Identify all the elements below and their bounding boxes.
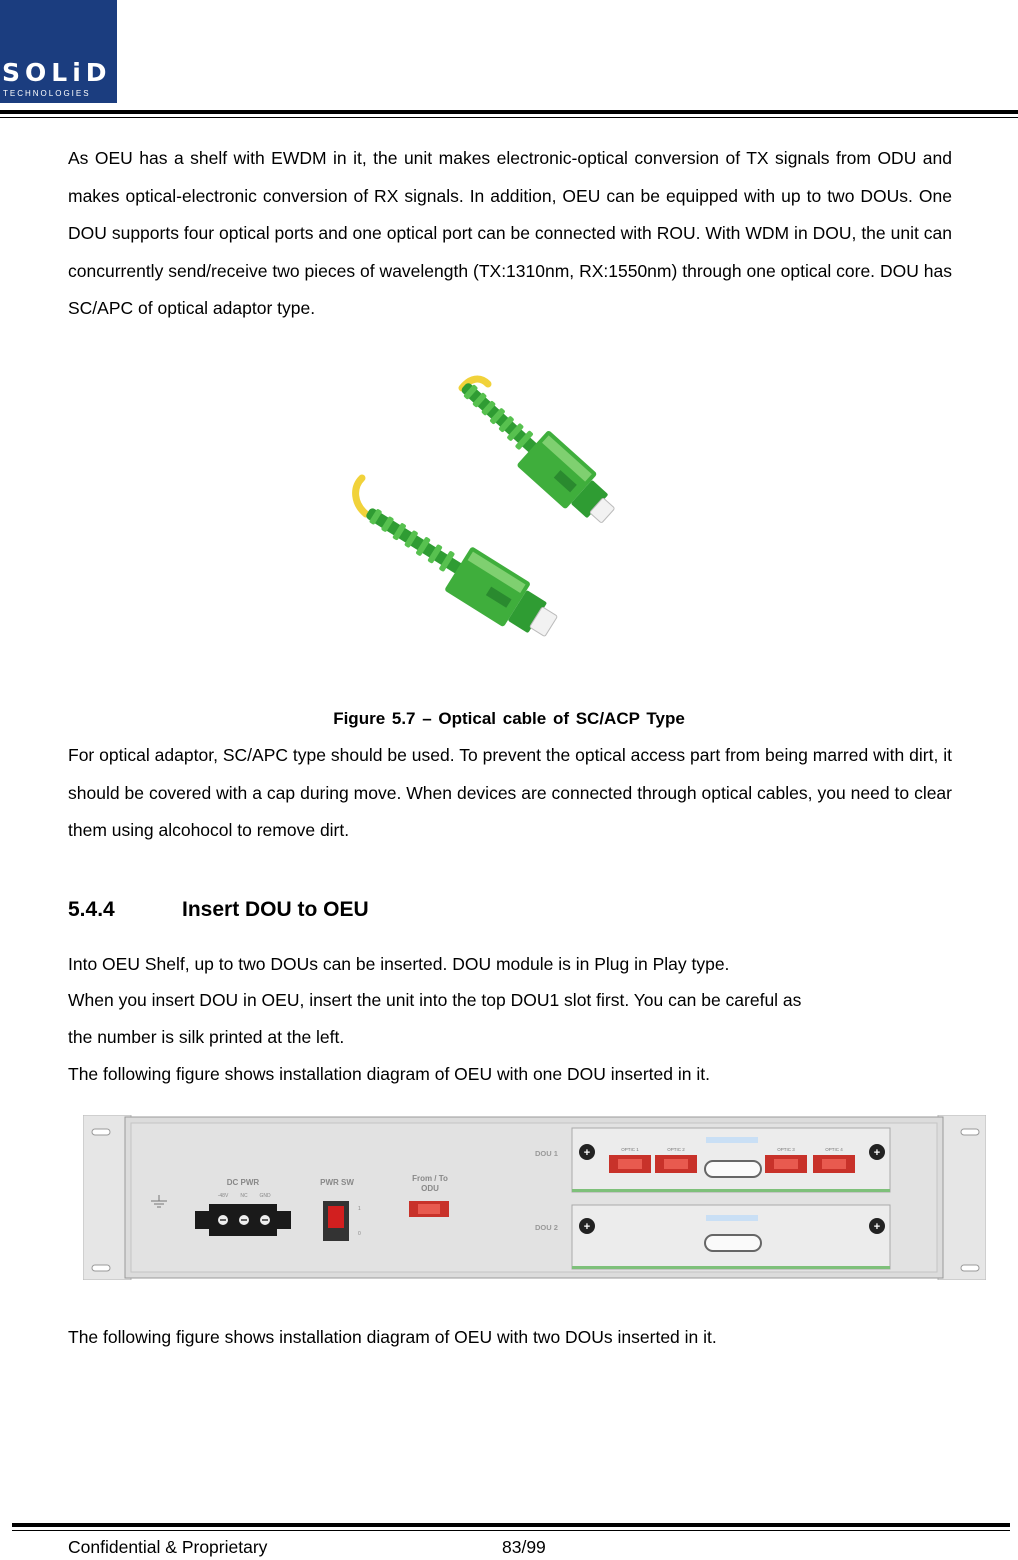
header-rule-thick [0, 110, 1018, 114]
pwr-sw-label: PWR SW [320, 1178, 354, 1187]
optic-label-1: OPTIC 1 [621, 1147, 639, 1152]
intro-paragraph: As OEU has a shelf with EWDM in it, the unit makes electronic-optical conversion of TX signals from ODU and makes optical-electronic conversion of RX signals. In addition, OEU can be equipped with up to two DOUs. One DOU supports four optical ports and one optical port can be connected with ROU. With WDM in DOU, the unit can concurrently send/receive two pieces of wavelength (TX:1310nm, RX:1550nm) through one optical core. DOU has SC/APC of optical adaptor type. [68, 148, 952, 319]
insert-line-2: When you insert DOU in OEU, insert the unit into the top DOU1 slot first. You can be careful as [68, 990, 802, 1010]
company-logo [0, 0, 117, 103]
section-heading [68, 898, 369, 922]
odu-label: ODU [421, 1184, 439, 1193]
footer-rule-thin [12, 1530, 1010, 1531]
insert-line-4: The following figure shows installation diagram of OEU with one DOU inserted in it. [68, 1064, 710, 1084]
footer-page-number: 83/99 [502, 1537, 546, 1557]
dou2-label: DOU 2 [535, 1223, 558, 1232]
switch-on-mark: 1 [358, 1206, 361, 1212]
logo-subtext: TECHNOLOGIES [3, 89, 91, 98]
dou2-module [572, 1205, 890, 1269]
dc-pwr-label: DC PWR [226, 1178, 260, 1187]
dc-power-connector [195, 1204, 291, 1236]
dc-term-3: GND [259, 1193, 271, 1199]
section-number: 5.4.4 [68, 898, 115, 921]
insert-line-1: Into OEU Shelf, up to two DOUs can be inserted. DOU module is in Plug in Play type. [68, 954, 730, 974]
logo-text: SOLiD [2, 58, 112, 87]
figure-caption: Figure 5.7 – Optical cable of SC/ACP Type [333, 709, 685, 728]
section-title: Insert DOU to OEU [182, 898, 369, 921]
oeu-shelf-diagram [83, 1115, 986, 1280]
svg-text:+: + [873, 1221, 881, 1233]
insert-line-3: the number is silk printed at the left. [68, 1027, 345, 1047]
from-to-label: From / To [412, 1174, 448, 1183]
footer-confidential: Confidential & Proprietary [68, 1537, 268, 1557]
power-switch [323, 1201, 349, 1241]
dc-term-2: NC [240, 1193, 248, 1199]
svg-text:+: + [583, 1147, 591, 1159]
switch-off-mark: 0 [358, 1231, 361, 1237]
optic-label-3: OPTIC 3 [777, 1147, 795, 1152]
svg-text:+: + [873, 1147, 881, 1159]
odu-port [409, 1201, 449, 1217]
optic-label-2: OPTIC 2 [667, 1147, 685, 1152]
svg-text:+: + [583, 1221, 591, 1233]
dou1-module [572, 1128, 890, 1192]
footer-rule-thick [12, 1523, 1010, 1527]
dou1-label: DOU 1 [535, 1149, 558, 1158]
two-dou-line: The following figure shows installation diagram of OEU with two DOUs inserted in it. [68, 1327, 717, 1347]
dc-term-1: -48V [217, 1193, 229, 1199]
sc-apc-cable-photo [352, 368, 662, 680]
header-rule-thin [0, 117, 1018, 118]
adaptor-paragraph: For optical adaptor, SC/APC type should be used. To prevent the optical access part from being marred with dirt, it should be covered with a cap during move. When devices are connected through optical cables, you need to clear them using alcohocol to remove dirt. [68, 745, 952, 841]
optic-label-4: OPTIC 4 [825, 1147, 843, 1152]
